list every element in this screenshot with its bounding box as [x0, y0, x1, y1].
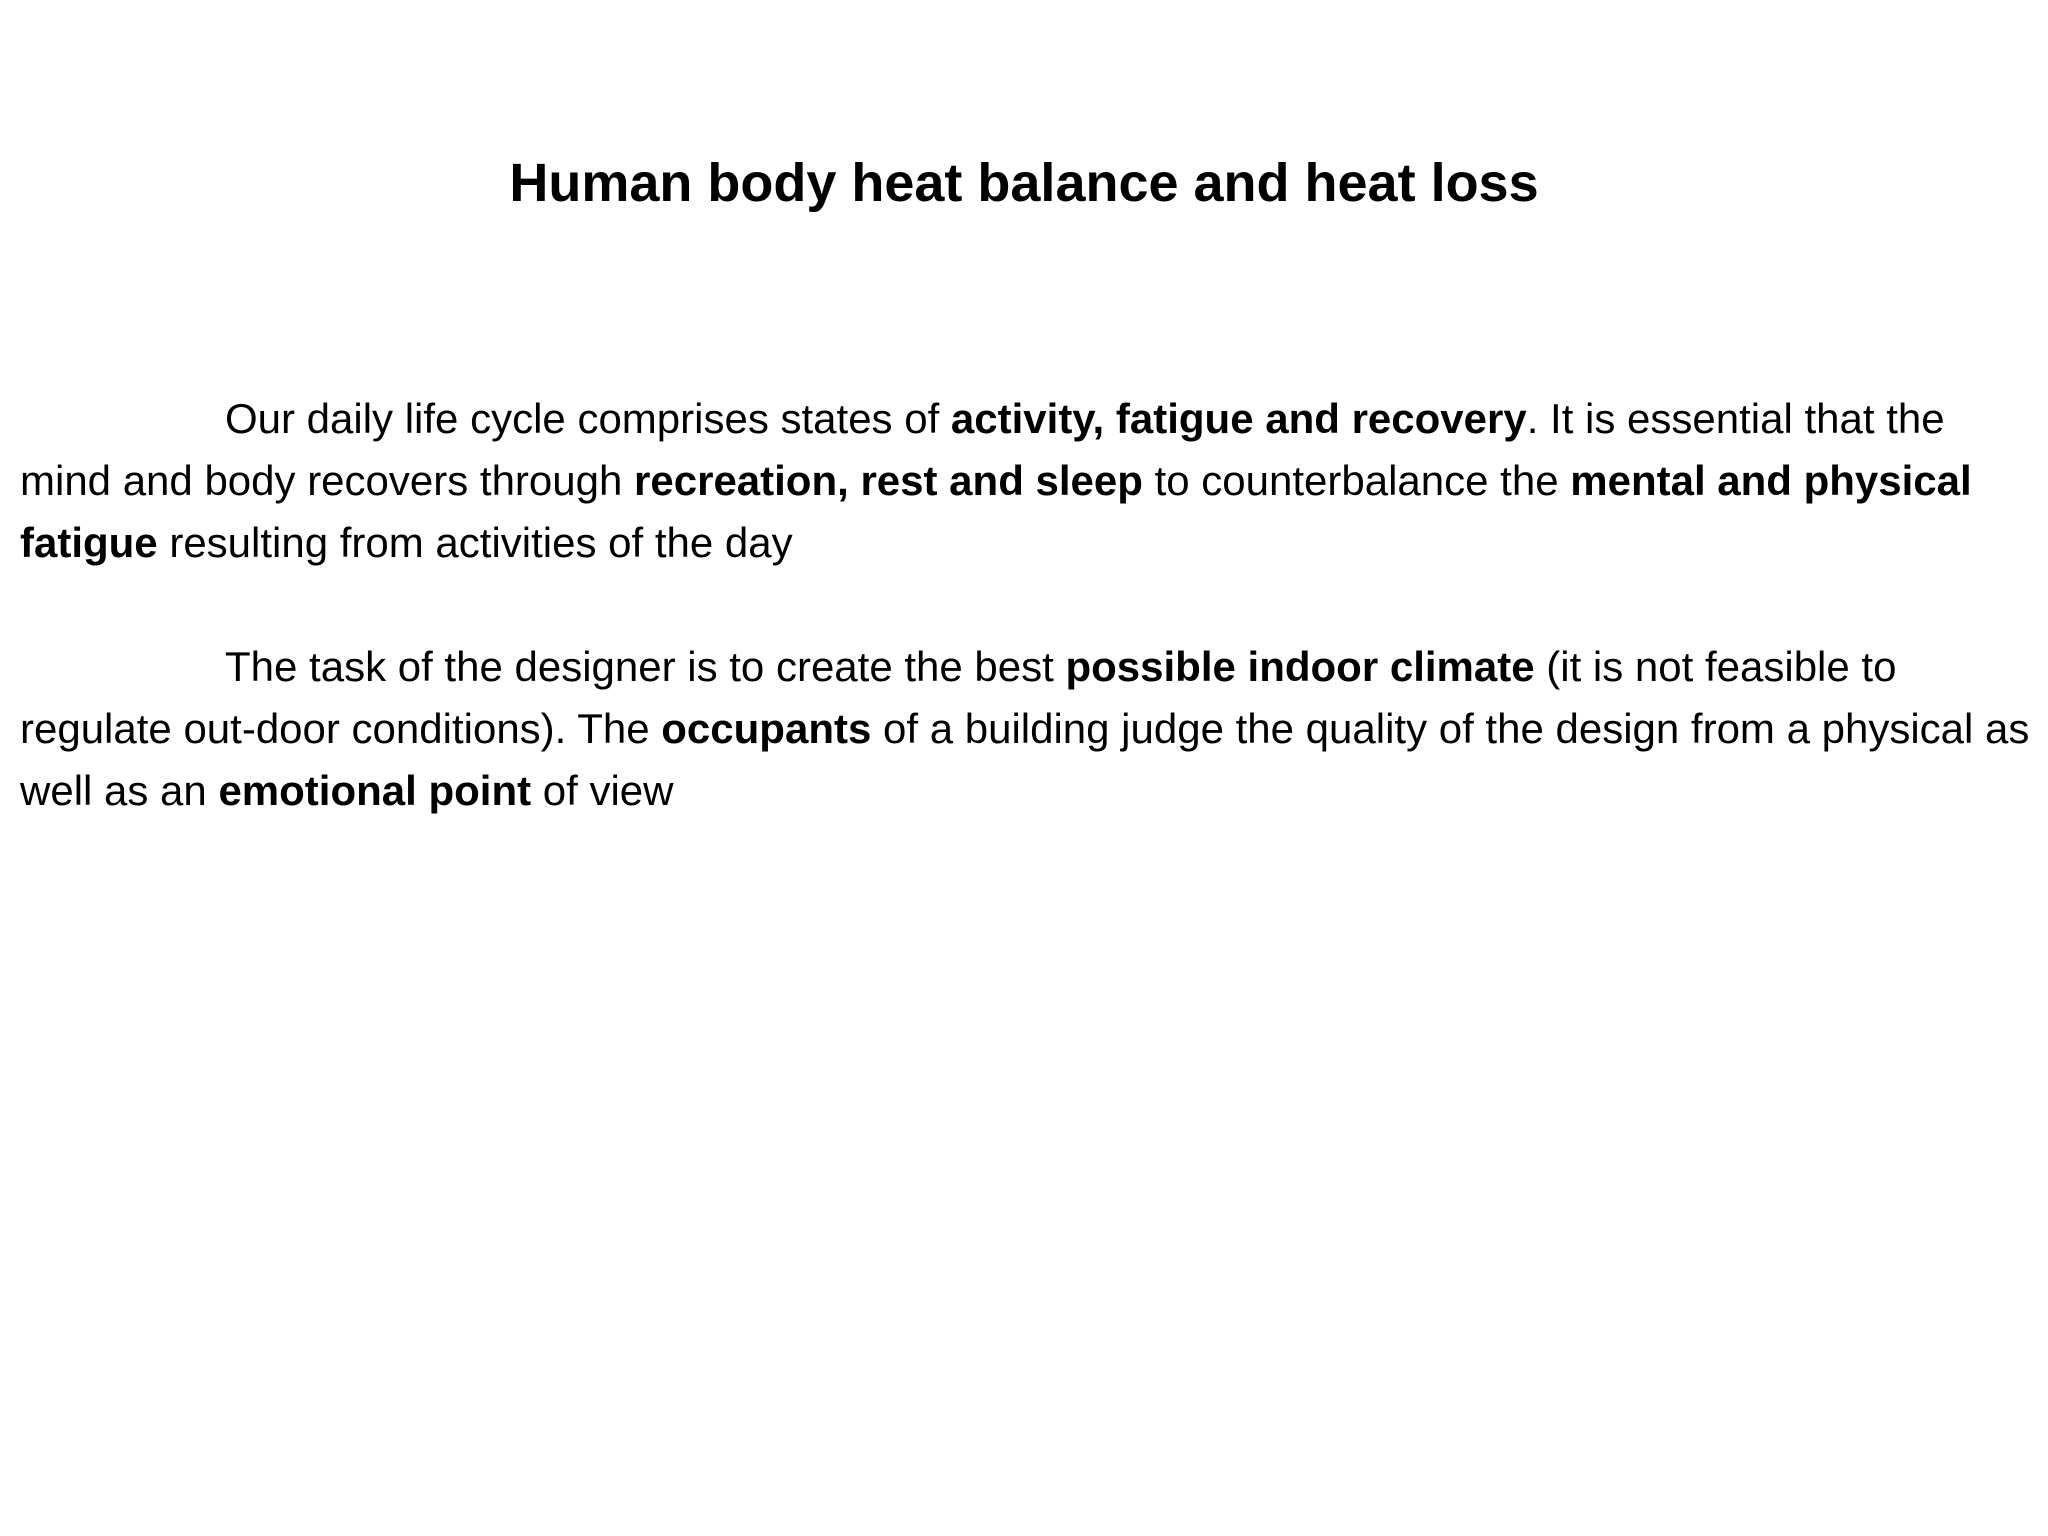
text-segment: to counterbalance the — [1142, 457, 1571, 504]
text-segment: Our daily life cycle comprises states of — [225, 395, 951, 442]
text-segment: . It is essential that the mind and body recovers through — [20, 395, 1945, 504]
bold-text-segment: activity, fatigue and recovery — [950, 395, 1527, 442]
text-segment: of view — [531, 767, 674, 814]
slide-body — [20, 388, 2038, 822]
paragraph-activity-recovery — [20, 388, 2038, 574]
bold-text-segment: possible indoor climate — [1065, 643, 1535, 690]
text-segment: The task of the designer is to create the best — [225, 643, 1066, 690]
bold-text-segment: recreation, rest and sleep — [634, 457, 1143, 504]
paragraph-designer-task — [20, 636, 2038, 822]
text-segment: resulting from activities of the day — [157, 519, 793, 566]
bold-text-segment: emotional point — [218, 767, 532, 814]
text-segment: (it is not feasible to regulate out-door conditions). The — [20, 643, 1897, 752]
slide-title: Human body heat balance and heat loss — [509, 153, 1539, 213]
text-segment: of a building judge the quality of the design from a physical as well as an — [20, 705, 2030, 814]
bold-text-segment: occupants — [661, 705, 872, 752]
bold-text-segment: mental and physical fatigue — [20, 457, 1972, 566]
